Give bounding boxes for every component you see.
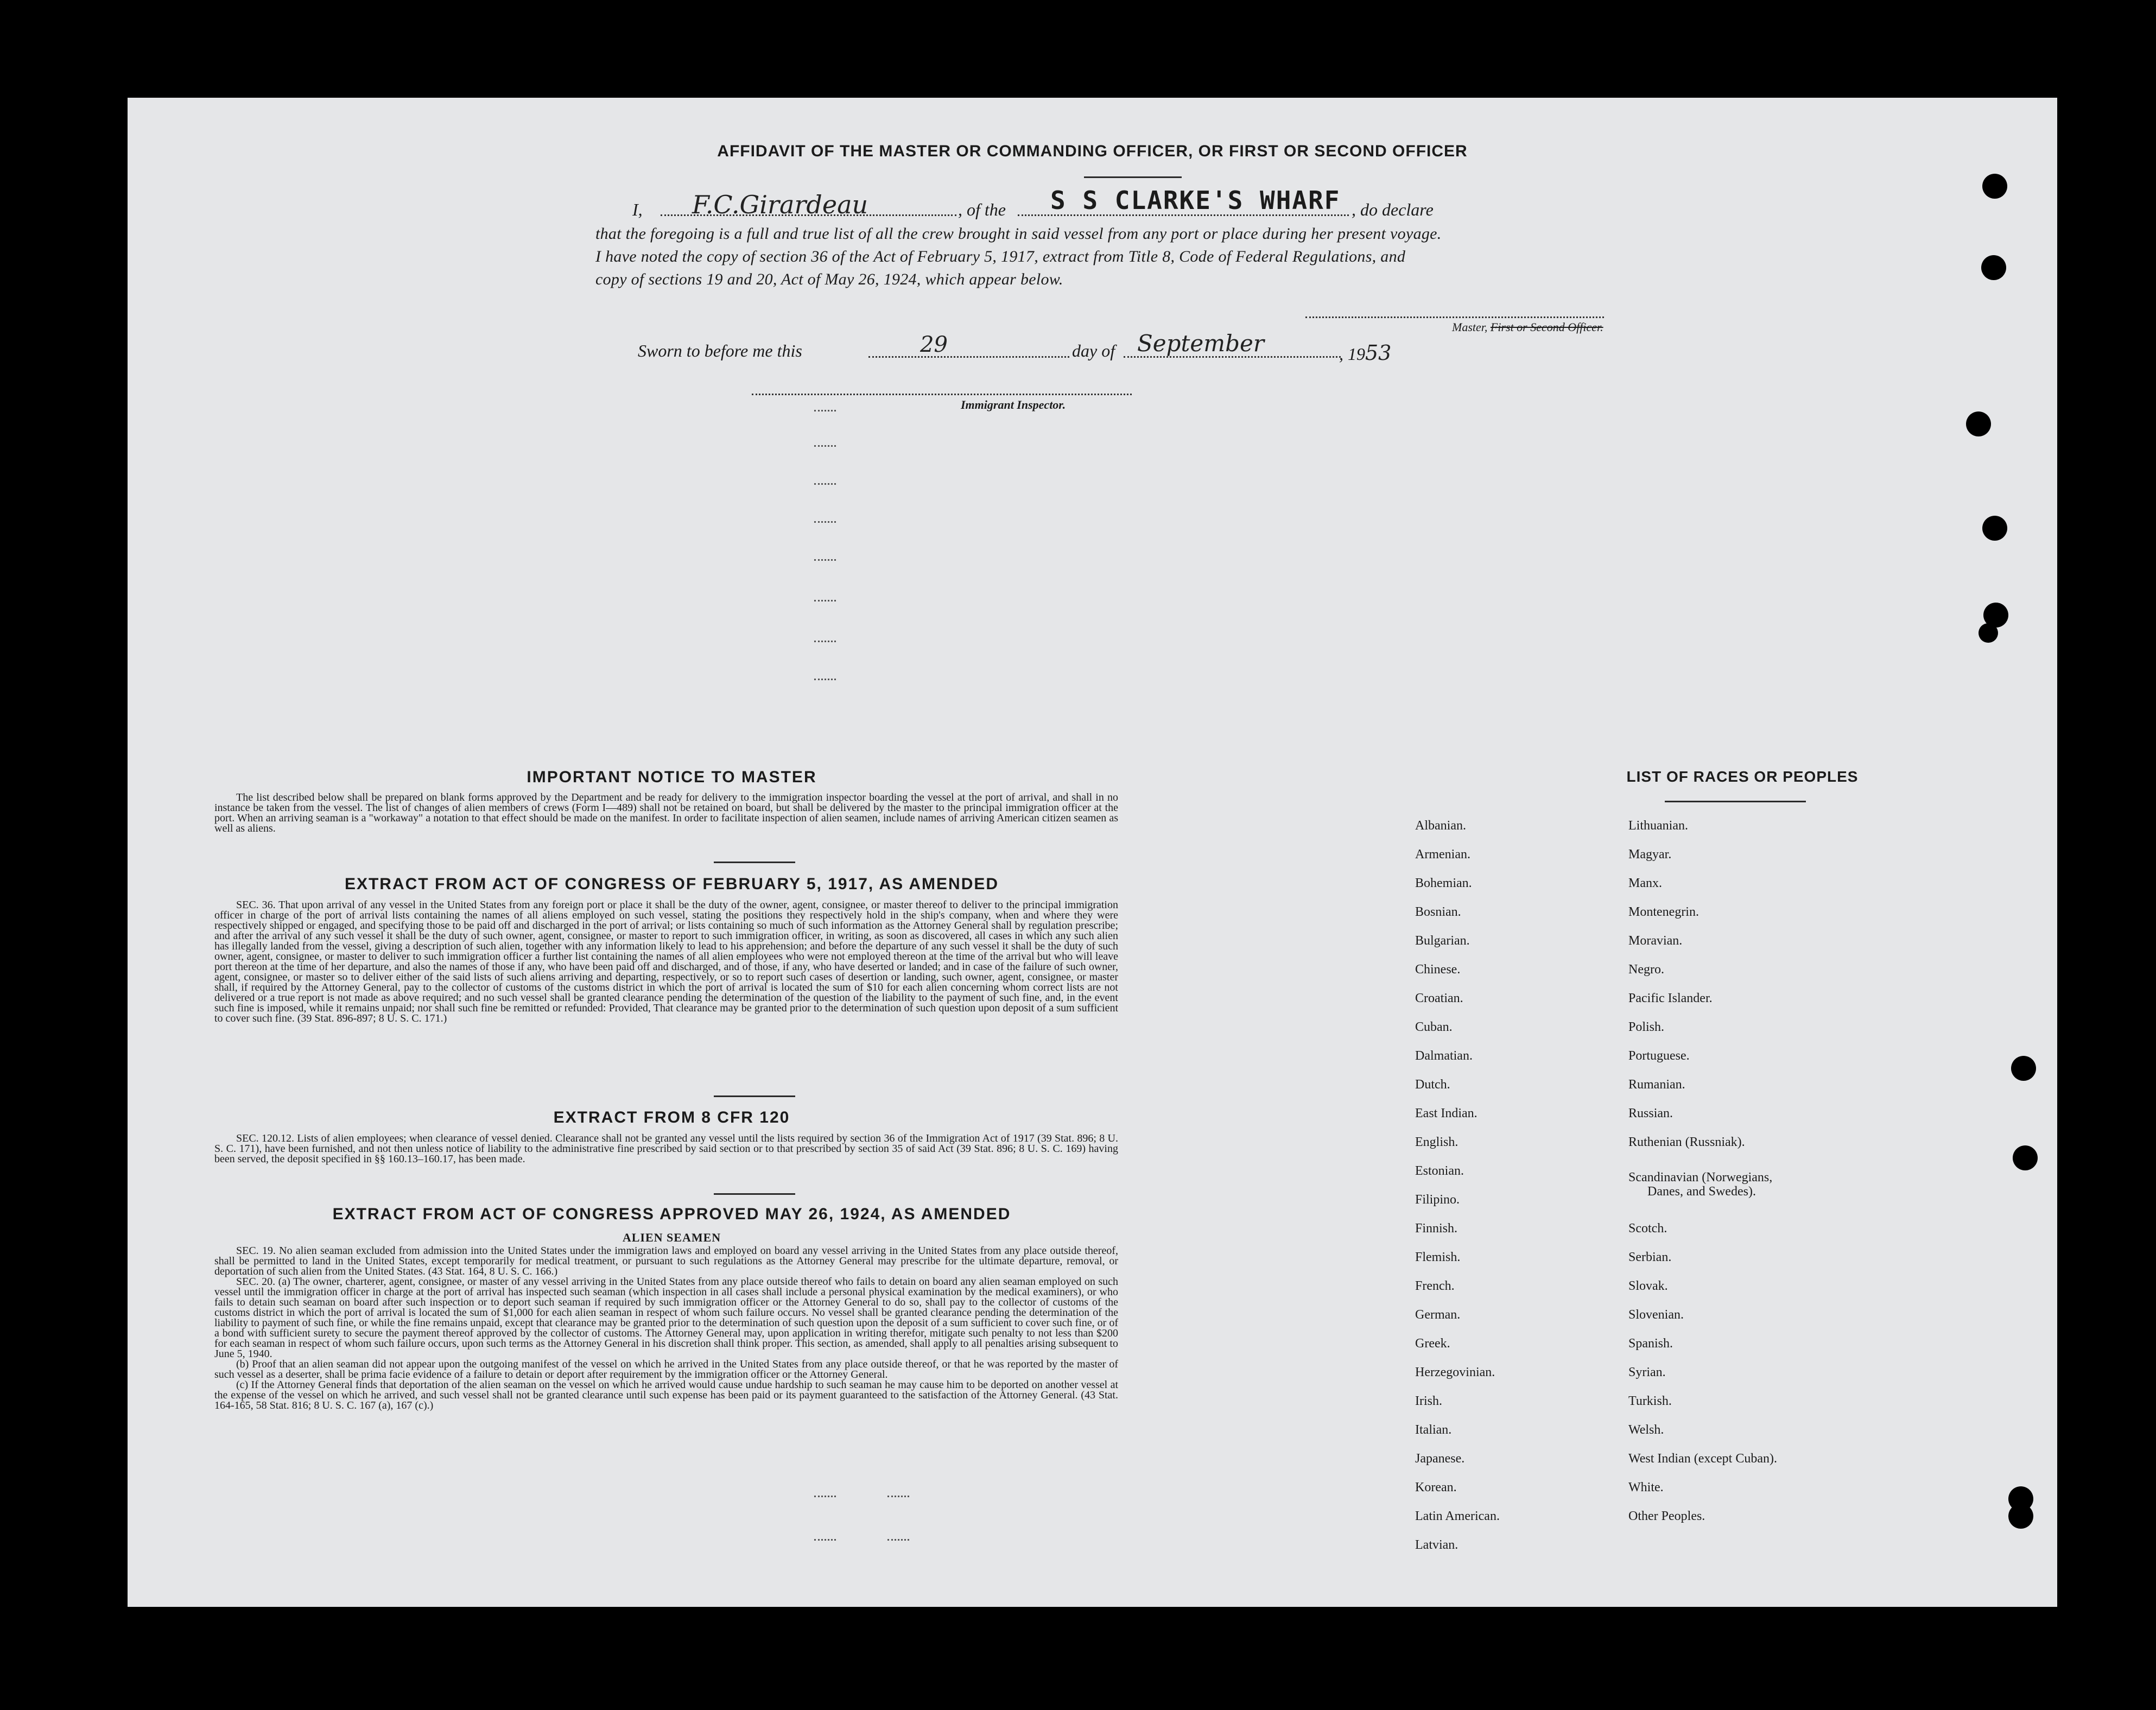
declaration-line-3: copy of sections 19 and 20, Act of May 26, 1924, which appear below. (595, 270, 1063, 288)
race-item: Moravian. (1628, 934, 1683, 948)
race-item: East Indian. (1415, 1106, 1478, 1120)
extract-cfr-body (214, 1133, 1118, 1164)
officer-name-signature: F.C.Girardeau (692, 190, 868, 219)
extract-cfr-title: EXTRACT FROM 8 CFR 120 (553, 1109, 790, 1126)
title-rule (1084, 176, 1182, 178)
column-speck (814, 1539, 836, 1541)
race-item: Scotch. (1628, 1221, 1667, 1236)
column-speck (814, 521, 836, 523)
race-item: Montenegrin. (1628, 905, 1699, 919)
race-item: Armenian. (1415, 847, 1470, 862)
race-item: Flemish. (1415, 1250, 1461, 1264)
race-item: Dalmatian. (1415, 1049, 1473, 1063)
race-item: West Indian (except Cuban). (1628, 1452, 1777, 1466)
sworn-year: 53 (1365, 341, 1392, 365)
form-sheet (128, 98, 2057, 1607)
master-label (1452, 320, 1603, 334)
race-item: Italian. (1415, 1423, 1452, 1437)
extract-1924-body (214, 1246, 1118, 1411)
race-item: English. (1415, 1135, 1459, 1149)
race-item: German. (1415, 1308, 1461, 1322)
race-item: Negro. (1628, 962, 1664, 977)
notice-title: IMPORTANT NOTICE TO MASTER (527, 768, 817, 786)
race-item: Magyar. (1628, 847, 1672, 862)
race-item: Other Peoples. (1628, 1509, 1705, 1523)
column-speck (814, 600, 836, 601)
sworn-label: Sworn to before me this (638, 341, 802, 360)
sec120-text: SEC. 120.12. Lists of alien employees; when clearance of vessel denied. Clearance shall not be granted any vessel until the lists required by section 36 of the Immigration Act of 1917 (39 Stat. 896; 8 U. S. C. 171), have been furnished, and not then unless notice of liability to the administrative fine prescribed by said section or to that prescribed by section 35 of said Act (39 Stat. 896; 8 U. S. C. 169) having been served, the deposit specified in §§ 160.13–160.17, has been made. (214, 1132, 1118, 1165)
race-item: Russian. (1628, 1106, 1673, 1120)
race-item: Chinese. (1415, 962, 1461, 977)
race-item: Spanish. (1628, 1337, 1673, 1351)
binder-hole (1979, 623, 1998, 643)
sworn-day-line (868, 356, 1069, 358)
sworn-month: September (1137, 330, 1264, 357)
sec36-text: SEC. 36. That upon arrival of any vessel in the United States from any foreign port or place it shall be the duty of the owner, agent, consignee, or master thereof to deliver to the principal immigration officer in charge of the port of arrival lists containing the names of all aliens employed on such vessel, stating the positions they respectively hold in the ship's company, when and where they were respectively shipped or engaged, and specifying those to be paid off and discharged in the port of arrival; or lists containing so much of such information as the Attorney General shall by regulation prescribe; and after the arrival of any such vessel it shall be the duty of such owner, agent, consignee, or master to report to such immigration officer, in writing, as soon as discovered, all cases in which any such alien has illegally landed from the vessel, giving a description of such alien, together with any information likely to lead to his apprehension; and before the departure of any such vessel it shall be the duty of such owner, agent, consignee, or master to deliver to such immigration officer a further list containing the names of all alien employees who were not employed thereon at the time of the arrival but who will leave port thereon at the time of her departure, and also the names of those if any, who have been paid off and discharged, and of those, if any, who have deserted or landed; and in case of the failure of such owner, agent, consignee, or master so to deliver either of the said lists of such aliens arriving and departing, respectively, or so to report such cases of desertion or landing, such owner, agent, consignee, or master shall, if required by the Attorney General, pay to the collector of customs of the customs district in which the port of arrival is located the sum of $10 for each alien concerning whom correct lists are not delivered or a true report is not made as above required; and no such vessel shall be granted clearance pending the determination of the question of the liability to the payment of such fine, and, in the event such fine is imposed, while it remains unpaid; nor shall such fine be remitted or refunded: Provided, That clearance may be granted prior to the determination of such question upon deposit of a sum sufficient to cover such fine. (39 Stat. 896-897; 8 U. S. C. 171.) (214, 899, 1118, 1024)
race-item: Slovenian. (1628, 1308, 1684, 1322)
binder-hole (2008, 1504, 2033, 1529)
race-item: Serbian. (1628, 1250, 1672, 1264)
race-item: Greek. (1415, 1337, 1450, 1351)
sec20a-text: SEC. 20. (a) The owner, charterer, agent, consignee, or master of any vessel arriving in the United States from any place outside thereof who fails to detain on board any alien seaman employed on such vessel until the immigration officer in charge at the port of arrival has inspected such seaman (which inspection in all cases shall include a personal physical examination by the medical examiners), or who fails to detain such seaman on board after such inspection or to deport such seaman if required by such immigration officer or the Attorney General to do so, shall pay to the collector of customs of the customs district in which the port of arrival is located the sum of $1,000 for each alien seaman in respect of whom such failure occurs. No vessel shall be granted clearance pending the determination of the liability to payment of such fine, or while the fine remains unpaid, except that clearance may be granted prior to the determination of such question upon the deposit of a sum sufficient to cover such fine, or of a bond with sufficient surety to secure the payment thereof approved by the collector of customs. The Attorney General may, upon application in writing therefor, mitigate such penalty to not less than $200 for each seaman in respect of whom such failure occurs, upon such terms as the Attorney General in his discretion shall think proper. This section, as amended, shall apply to all penalties arising subsequent to June 5, 1940. (214, 1276, 1118, 1360)
race-item: Cuban. (1415, 1020, 1453, 1034)
vessel-name: S S CLARKE'S WHARF (1050, 186, 1341, 215)
race-item: Bosnian. (1415, 905, 1461, 919)
race-item: Filipino. (1415, 1193, 1460, 1207)
master-text: Master, (1452, 320, 1488, 334)
sec20c-text: (c) If the Attorney General finds that deportation of the alien seaman on the vessel on which he arrived would cause undue hardship to such seaman he may cause him to be deported on another vessel at the expense of the vessel on which he arrived, and such vessel shall not be granted clearance until such expense has been paid or its payment guaranteed to the satisfaction of the Attorney General. (43 Stat. 164-165, 58 Stat. 816; 8 U. S. C. 167 (a), 167 (c).) (214, 1379, 1118, 1411)
race-item: Ruthenian (Russniak). (1628, 1135, 1745, 1149)
sworn-day: 29 (920, 332, 948, 357)
column-speck (814, 641, 836, 642)
race-item: Japanese. (1415, 1452, 1465, 1466)
race-item: French. (1415, 1279, 1455, 1293)
do-declare-label: , do declare (1352, 200, 1434, 219)
race-item: Dutch. (1415, 1078, 1450, 1092)
race-item: Bulgarian. (1415, 934, 1470, 948)
column-speck (814, 679, 836, 680)
alien-seamen-subtitle: ALIEN SEAMEN (622, 1231, 721, 1244)
race-item: Latin American. (1415, 1509, 1500, 1523)
race-item: White. (1628, 1480, 1664, 1494)
declaration-line-2: I have noted the copy of section 36 of the Act of February 5, 1917, extract from Title 8, Code of Federal Regulations, and (595, 248, 1406, 265)
binder-hole (1981, 255, 2006, 280)
declaration-line-1: that the foregoing is a full and true list of all the crew brought in said vessel from any port or place during her present voyage. (595, 225, 1442, 243)
binder-hole (2011, 1056, 2036, 1081)
affidavit-title: AFFIDAVIT OF THE MASTER OR COMMANDING OFFICER, OR FIRST OR SECOND OFFICER (717, 142, 1468, 160)
i-label: I, (632, 200, 643, 219)
race-item: Latvian. (1415, 1538, 1459, 1552)
day-of-label: day of (1072, 341, 1115, 360)
races-title: LIST OF RACES OR PEOPLES (1626, 768, 1859, 785)
race-item: Turkish. (1628, 1394, 1672, 1408)
struck-officer-text: First or Second Officer. (1490, 320, 1603, 334)
race-item: Estonian. (1415, 1164, 1464, 1178)
of-the-label: , of the (958, 200, 1006, 219)
race-item: Croatian. (1415, 991, 1463, 1005)
binder-hole (1982, 516, 2007, 541)
race-item: Syrian. (1628, 1365, 1666, 1379)
sec19-text: SEC. 19. No alien seaman excluded from admission into the United States under the immigration laws and employed on board any vessel arriving in the United States from any place outside thereof, shall be permitted to land in the United States, except temporarily for medical treatment, or pursuant to such regulations as the Attorney General may prescribe for the ultimate departure, removal, or deportation of such alien from the United States. (43 Stat. 164, 8 U. S. C. 166.) (214, 1245, 1118, 1277)
race-item: Korean. (1415, 1480, 1457, 1494)
notice-rule (714, 862, 795, 863)
binder-hole (1966, 411, 1991, 436)
extract-1917-title: EXTRACT FROM ACT OF CONGRESS OF FEBRUARY 5, 1917, AS AMENDED (344, 875, 999, 893)
column-speck (814, 445, 836, 447)
race-item: Danes, and Swedes). (1647, 1185, 1756, 1199)
race-item: Finnish. (1415, 1221, 1458, 1236)
race-item: Manx. (1628, 876, 1662, 890)
inspector-line (752, 394, 1132, 395)
race-item: Portuguese. (1628, 1049, 1690, 1063)
extract-1924-title: EXTRACT FROM ACT OF CONGRESS APPROVED MAY 26, 1924, AS AMENDED (332, 1205, 1011, 1223)
extract-1917-body (214, 900, 1118, 1024)
races-rule (1665, 801, 1806, 802)
race-item: Bohemian. (1415, 876, 1472, 890)
race-item: Albanian. (1415, 819, 1466, 833)
column-speck (814, 559, 836, 561)
column-speck (814, 1496, 836, 1497)
race-item: Scandinavian (Norwegians, (1628, 1170, 1773, 1185)
race-item: Herzegovinian. (1415, 1365, 1495, 1379)
column-speck (814, 410, 836, 411)
column-speck (814, 483, 836, 485)
sec20b-text: (b) Proof that an alien seaman did not appear upon the outgoing manifest of the vessel on which he arrived in the United States from any place outside thereof, or that he was reported by the master of such vessel as a deserter, shall be prima facie evidence of a failure to detain or deport after requirement by the immigration officer or the Attorney General. (214, 1358, 1118, 1380)
notice-body (214, 793, 1118, 834)
race-item: Rumanian. (1628, 1078, 1685, 1092)
race-item: Irish. (1415, 1394, 1442, 1408)
column-speck (887, 1539, 909, 1541)
extract-1917-rule (714, 1095, 795, 1097)
column-speck (887, 1496, 909, 1497)
master-signature-line (1305, 316, 1604, 318)
binder-hole (2013, 1145, 2038, 1170)
race-item: Welsh. (1628, 1423, 1664, 1437)
year-prefix-text: , 19 (1339, 344, 1365, 364)
race-item: Pacific Islander. (1628, 991, 1713, 1005)
binder-hole (1982, 174, 2007, 199)
inspector-label: Immigrant Inspector. (961, 398, 1066, 411)
race-item: Lithuanian. (1628, 819, 1688, 833)
year-prefix (1339, 341, 1391, 365)
race-item: Slovak. (1628, 1279, 1668, 1293)
notice-text: The list described below shall be prepared on blank forms approved by the Department and be ready for delivery to the immigration inspector boarding the vessel at the port of arrival, and shall in no instance be taken from the vessel. The list of changes of alien members of crews (Form I—489) shall not be retained on board, but shall be delivered by the master to the principal immigration officer at the port. When an arriving seaman is a "workaway" a notation to that effect should be made on the manifest. In order to facilitate inspection of alien seamen, include names of arriving American citizen seamen as well as aliens. (214, 791, 1118, 834)
extract-cfr-rule (714, 1193, 795, 1195)
race-item: Polish. (1628, 1020, 1665, 1034)
